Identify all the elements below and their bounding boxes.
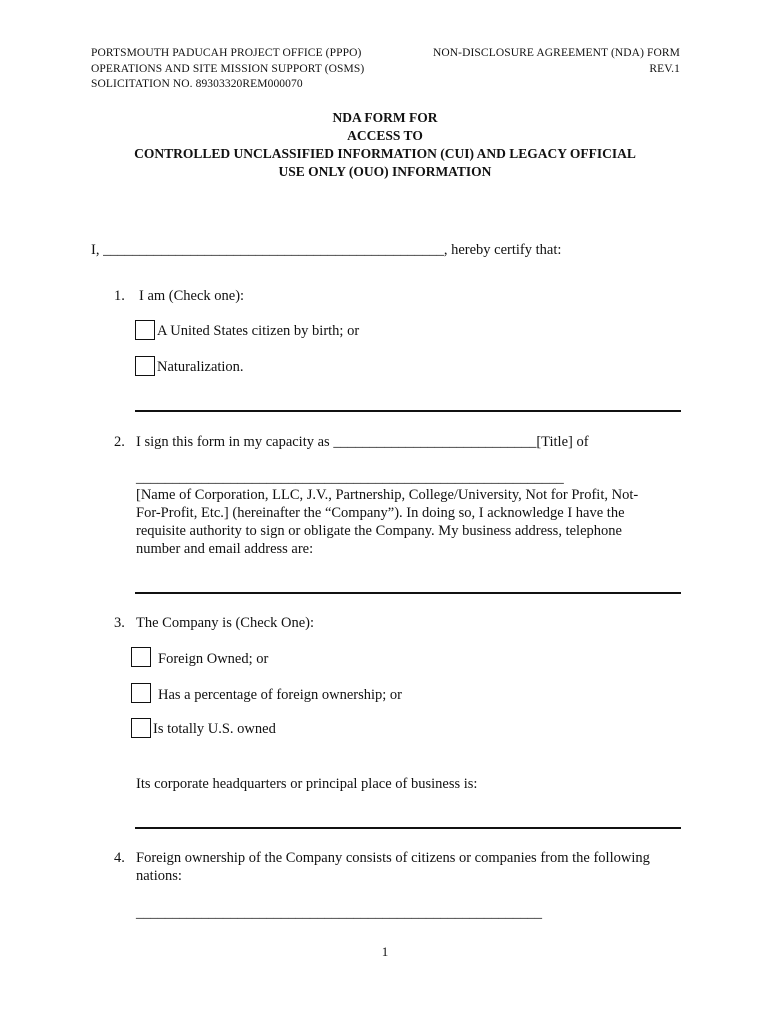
header-solicitation: SOLICITATION NO. 89303320REM000070 <box>91 78 303 90</box>
citizen-birth-checkbox[interactable] <box>135 320 155 340</box>
us-owned-label: Is totally U.S. owned <box>153 721 276 737</box>
business-address-field[interactable] <box>135 592 681 594</box>
company-name-field[interactable]: ___________________________________________________________ <box>136 470 564 486</box>
title-line3: CONTROLLED UNCLASSIFIED INFORMATION (CUI) AND LEGACY OFFICIAL <box>134 146 636 161</box>
page-number: 1 <box>381 944 389 959</box>
certify-line <box>91 241 561 259</box>
item4-line1: Foreign ownership of the Company consists of citizens or companies from the following <box>136 850 650 866</box>
item2-text-after: [Title] of <box>536 434 589 450</box>
partial-foreign-label: Has a percentage of foreign ownership; or <box>158 687 402 703</box>
header-osms: OPERATIONS AND SITE MISSION SUPPORT (OSMS) <box>91 63 365 75</box>
divider-1 <box>135 410 681 412</box>
item2-para-line1: [Name of Corporation, LLC, J.V., Partnership, College/University, Not for Profit, Not- <box>136 487 639 503</box>
title-field[interactable]: ____________________________ <box>333 434 537 450</box>
header-revision: REV.1 <box>649 63 680 75</box>
item2-para-line4: number and email address are: <box>136 541 314 557</box>
citizen-birth-label: A United States citizen by birth; or <box>157 323 360 339</box>
naturalization-checkbox[interactable] <box>135 356 155 376</box>
header-office: PORTSMOUTH PADUCAH PROJECT OFFICE (PPPO) <box>91 47 362 59</box>
partial-foreign-checkbox[interactable] <box>131 683 151 703</box>
name-field[interactable]: _______________________________________________ <box>103 242 444 258</box>
title-line4: USE ONLY (OUO) INFORMATION <box>278 164 492 179</box>
hq-address-field[interactable] <box>135 827 681 829</box>
item2-text-before: I sign this form in my capacity as <box>136 434 330 450</box>
item2-para-line2: For-Profit, Etc.] (hereinafter the “Company”). In doing so, I acknowledge I have the <box>136 505 625 521</box>
foreign-owned-label: Foreign Owned; or <box>158 651 269 667</box>
hq-text: Its corporate headquarters or principal place of business is: <box>136 776 478 792</box>
title-line1: NDA FORM FOR <box>332 110 438 125</box>
item2-para-line3: requisite authority to sign or obligate the Company. My business address, telephone <box>136 523 622 539</box>
item2-number: 2. <box>114 434 125 450</box>
us-owned-checkbox[interactable] <box>131 718 151 738</box>
nations-field[interactable]: ________________________________________________________ <box>136 905 542 921</box>
item4-line2: nations: <box>136 868 182 884</box>
naturalization-label: Naturalization. <box>157 359 244 375</box>
foreign-owned-checkbox[interactable] <box>131 647 151 667</box>
certify-prefix: I, <box>91 242 100 258</box>
certify-suffix: , hereby certify that: <box>443 242 562 258</box>
item1-text: I am (Check one): <box>139 288 245 304</box>
item2-capacity-line <box>136 433 589 451</box>
header-form-name: NON-DISCLOSURE AGREEMENT (NDA) FORM <box>432 47 680 59</box>
item3-text: The Company is (Check One): <box>136 615 314 631</box>
item4-number: 4. <box>114 850 125 866</box>
item1-number: 1. <box>114 288 125 304</box>
title-line2: ACCESS TO <box>347 128 423 143</box>
item3-number: 3. <box>114 615 125 631</box>
